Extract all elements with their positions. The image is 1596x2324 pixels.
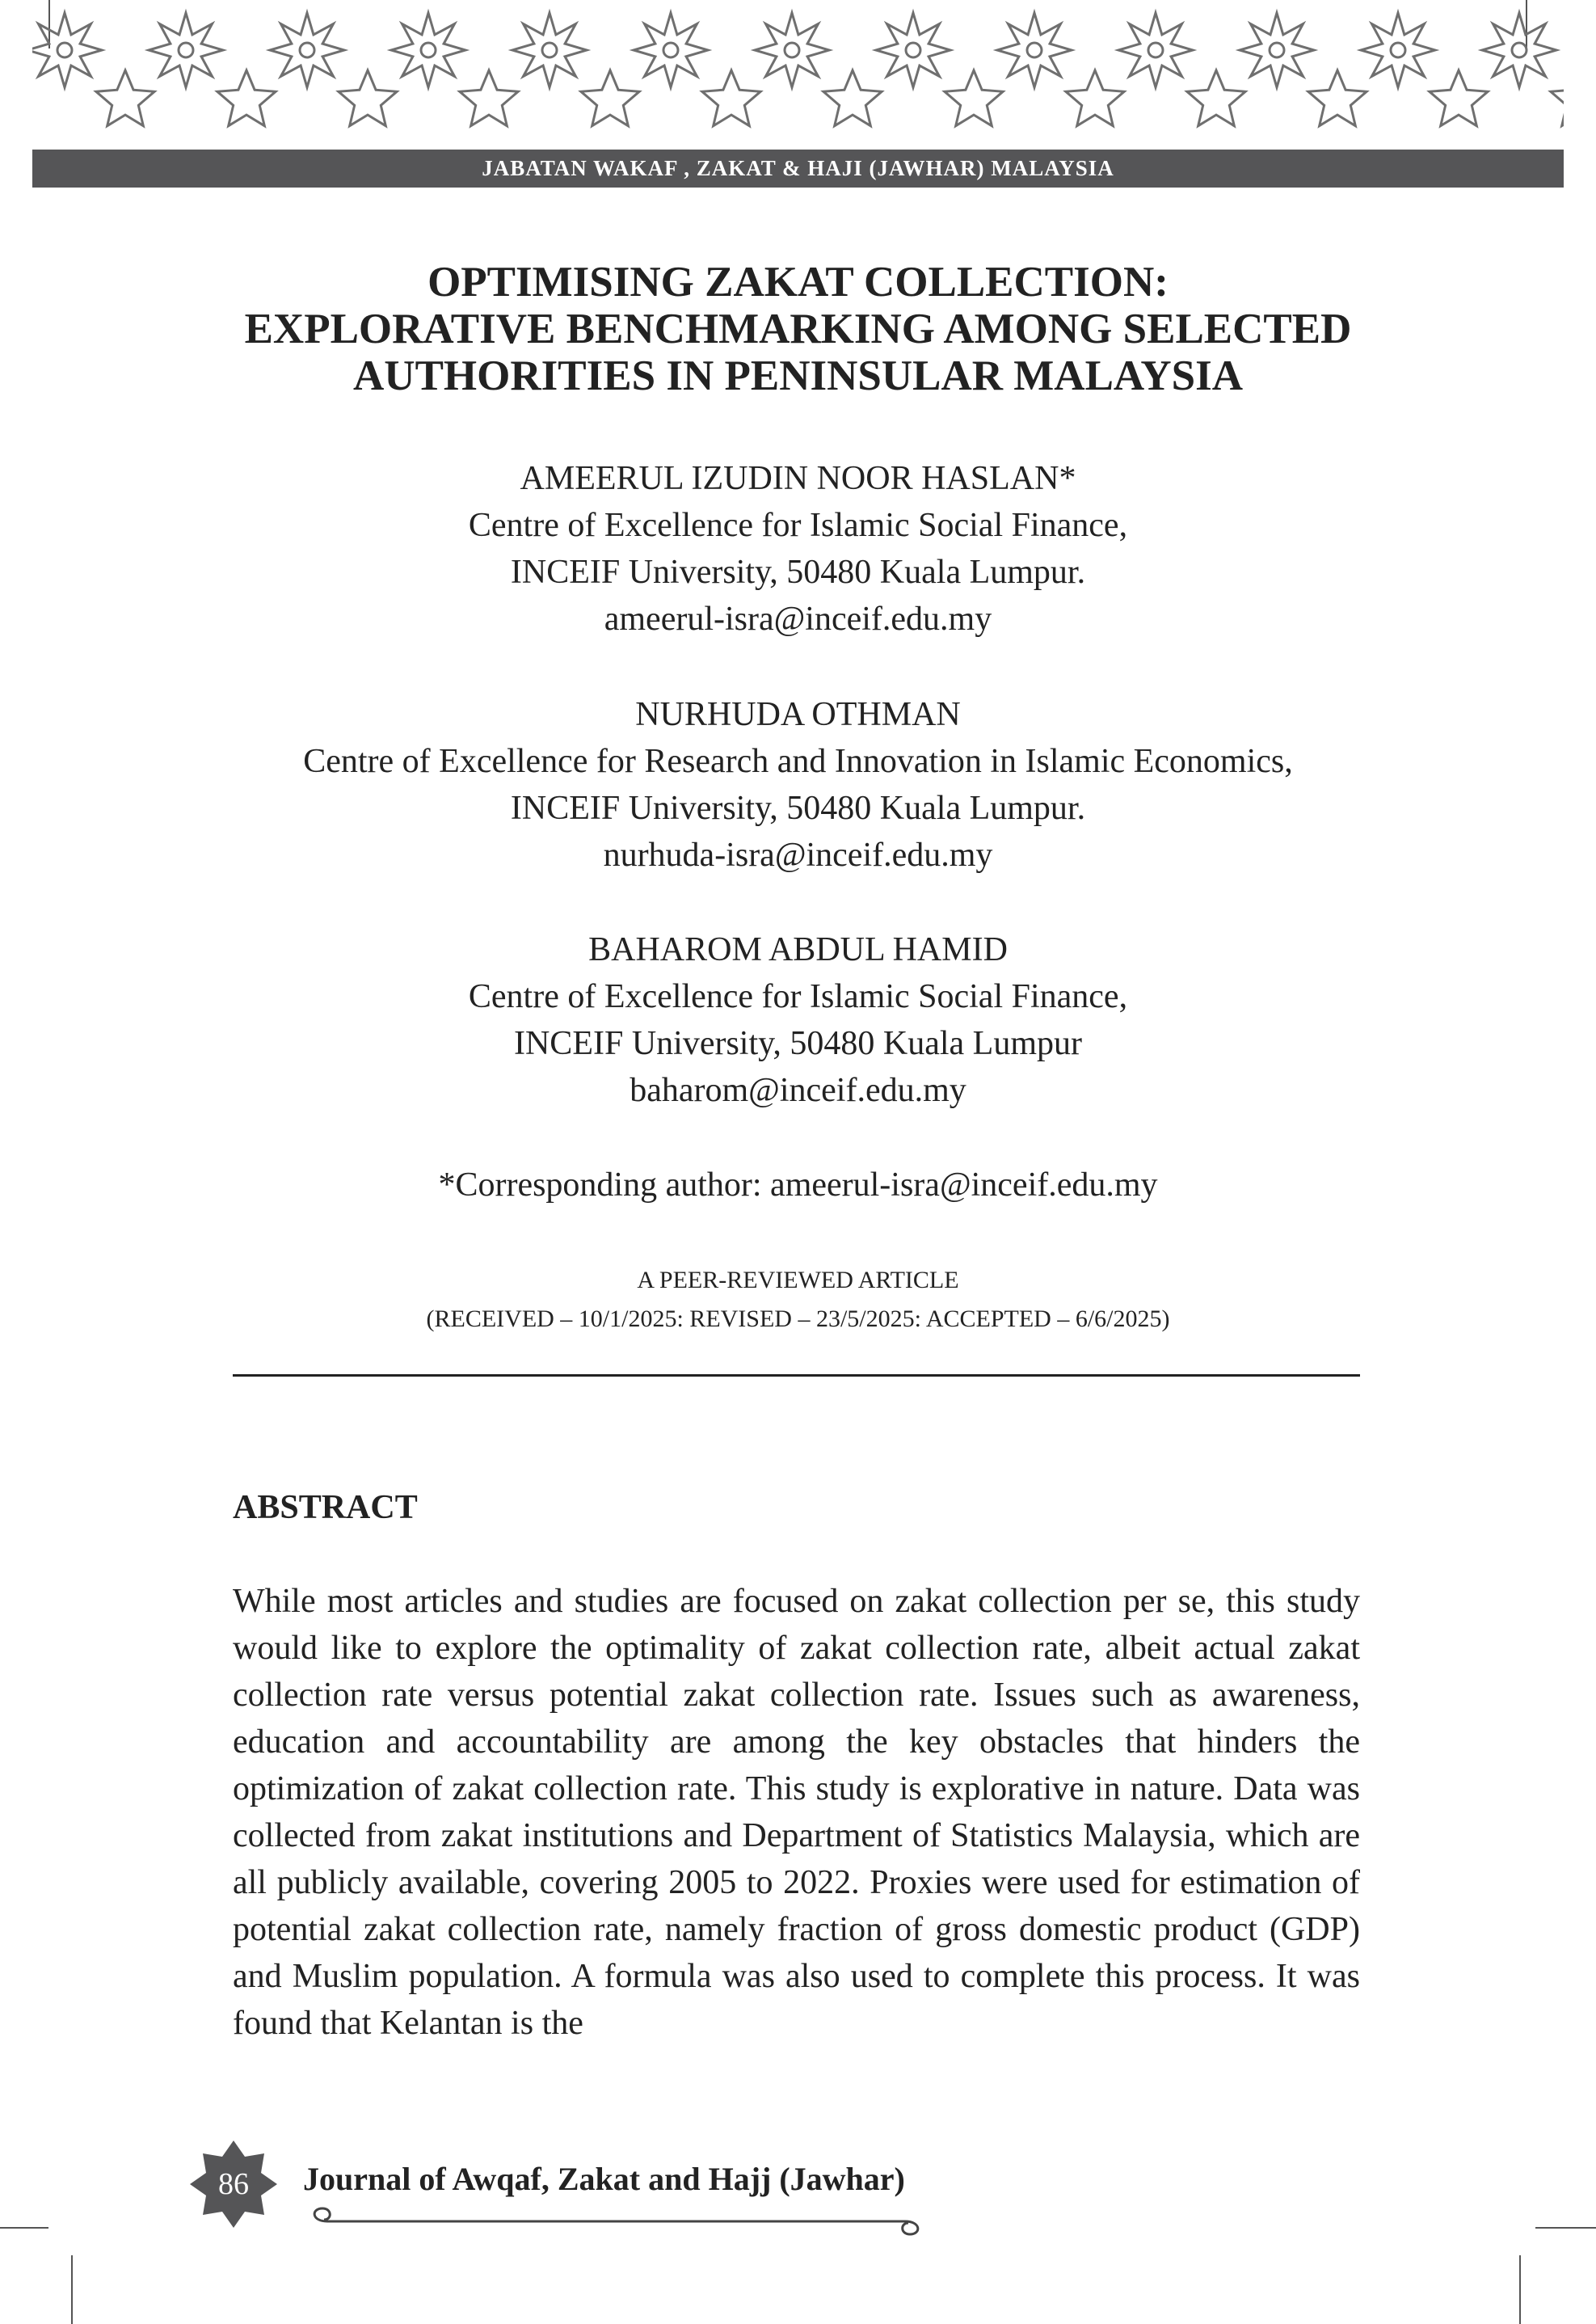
author-email: baharom@inceif.edu.my <box>630 1072 966 1109</box>
author-block <box>162 926 1434 1114</box>
divider-rule <box>233 1374 1360 1377</box>
ring-ornament <box>1270 43 1284 57</box>
star-ornament <box>702 70 760 126</box>
star-ornament <box>1551 70 1564 126</box>
ring-ornament <box>1512 43 1527 57</box>
ring-ornament <box>1391 43 1405 57</box>
article-title <box>162 259 1434 399</box>
flourish-ornament <box>303 2204 929 2236</box>
ring-ornament <box>300 43 314 57</box>
author-email: ameerul-isra@inceif.edu.my <box>604 601 992 638</box>
ring-ornament <box>421 43 436 57</box>
star-ornament <box>391 13 465 87</box>
header-institution: JABATAN WAKAF , ZAKAT & HAJI (JAWHAR) MALAYSIA <box>482 156 1114 180</box>
author-address: INCEIF University, 50480 Kuala Lumpur. <box>510 790 1086 827</box>
journal-header-bar <box>32 150 1564 188</box>
abstract-text: While most articles and studies are focused on zakat collection per se, this study would like to explore the optimality of zakat collection rate, albeit actual zakat collection rate versus potential zakat collection rate. Issues such as awareness, education and accountability are among the key obstacles that hinders the optimization of zakat collection rate. This study is explorative in nature. Data was collected from zakat institutions and Department of Statistics Malaysia, which are all publicly available, covering 2005 to 2022. Proxies were used for estimation of potential zakat collection rate, namely fraction of gross domestic product (GDP) and Muslim population. A formula was also used to complete this process. It was found that Kelantan is the <box>233 1583 1360 2042</box>
star-ornament <box>945 70 1003 126</box>
author-affiliation: Centre of Excellence for Islamic Social Finance, <box>468 978 1128 1015</box>
ring-ornament <box>663 43 678 57</box>
star-ornament <box>1187 70 1245 126</box>
author-block <box>162 691 1434 879</box>
star-ornament <box>876 13 950 87</box>
star-ornament <box>997 13 1072 87</box>
star-ornament <box>1118 13 1193 87</box>
crop-mark <box>71 2255 73 2324</box>
author-block <box>162 455 1434 643</box>
star-ornament <box>823 70 882 126</box>
star-ornament <box>581 70 639 126</box>
star-ornament <box>1308 70 1366 126</box>
author-affiliation: Centre of Excellence for Islamic Social Finance, <box>468 507 1128 544</box>
ring-ornament <box>542 43 557 57</box>
ornamental-star-pattern <box>32 0 1564 150</box>
corresponding-author: *Corresponding author: ameerul-isra@inceif.edu.my <box>438 1166 1158 1204</box>
ring-ornament <box>1148 43 1163 57</box>
author-name: AMEERUL IZUDIN NOOR HASLAN* <box>520 460 1076 497</box>
star-ornament <box>460 70 518 126</box>
star-ornament <box>755 13 829 87</box>
title-line: OPTIMISING ZAKAT COLLECTION: <box>427 259 1169 306</box>
star-ornament <box>512 13 587 87</box>
star-ornament <box>339 70 397 126</box>
page-number: 86 <box>218 2167 249 2201</box>
peer-review-note <box>162 1261 1434 1339</box>
title-line: EXPLORATIVE BENCHMARKING AMONG SELECTED <box>244 306 1352 352</box>
star-ornament <box>96 70 154 126</box>
star-ornament <box>149 13 223 87</box>
star-ornament <box>1240 13 1314 87</box>
author-affiliation: Centre of Excellence for Research and Innovation in Islamic Economics, <box>303 743 1293 780</box>
crop-mark <box>1519 2255 1521 2324</box>
crop-mark <box>0 2227 48 2229</box>
star-ornament <box>634 13 708 87</box>
abstract-heading: ABSTRACT <box>233 1489 418 1526</box>
author-name: NURHUDA OTHMAN <box>635 696 961 733</box>
star-ornament <box>1066 70 1124 126</box>
title-line: AUTHORITIES IN PENINSULAR MALAYSIA <box>353 352 1243 399</box>
review-dates: (RECEIVED – 10/1/2025: REVISED – 23/5/2025: ACCEPTED – 6/6/2025) <box>426 1305 1170 1332</box>
author-address: INCEIF University, 50480 Kuala Lumpur <box>513 1025 1082 1062</box>
ring-ornament <box>906 43 920 57</box>
star-ornament <box>1482 13 1556 87</box>
star-ornament <box>270 13 344 87</box>
ring-ornament <box>179 43 193 57</box>
ring-ornament <box>1027 43 1042 57</box>
author-name: BAHAROM ABDUL HAMID <box>588 931 1008 968</box>
star-ornament <box>32 13 102 87</box>
ring-ornament <box>785 43 799 57</box>
author-email: nurhuda-isra@inceif.edu.my <box>603 837 993 874</box>
journal-name: Journal of Awqaf, Zakat and Hajj (Jawhar) <box>303 2161 905 2197</box>
star-ornament <box>217 70 276 126</box>
author-address: INCEIF University, 50480 Kuala Lumpur. <box>510 554 1086 591</box>
crop-mark <box>1535 2227 1596 2229</box>
review-type: A PEER-REVIEWED ARTICLE <box>637 1267 959 1293</box>
star-ornament <box>1430 70 1488 126</box>
star-ornament <box>1361 13 1435 87</box>
ring-ornament <box>57 43 72 57</box>
